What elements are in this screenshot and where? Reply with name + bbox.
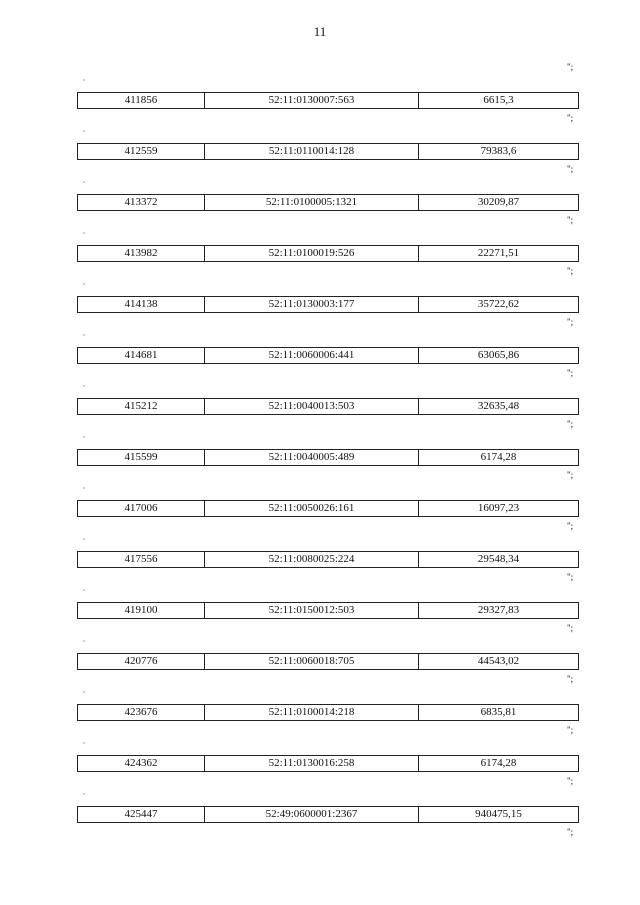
opening-quote-mark: " (83, 131, 86, 136)
cadastral-number-cell: 52:11:0050026:161 (205, 501, 419, 516)
cadastral-number-cell: 52:11:0080025:224 (205, 552, 419, 567)
record-box (77, 755, 579, 772)
table-row (0, 131, 640, 182)
record-box (77, 92, 579, 109)
value-cell: 29548,34 (477, 553, 520, 565)
opening-quote-mark: " (83, 80, 86, 85)
opening-quote-mark: " (83, 182, 86, 187)
cadastral-number-cell: 52:11:0060018:705 (205, 654, 419, 669)
cadastral-number-cell: 52:11:0130007:563 (205, 93, 419, 108)
cadastral-number-cell: 52:11:0100005:1321 (205, 195, 419, 210)
record-box (77, 806, 579, 823)
table-row (0, 692, 640, 743)
value-cell: 44543,02 (477, 655, 520, 667)
cadastral-number-cell: 52:11:0130003:177 (205, 297, 419, 312)
table-row (0, 437, 640, 488)
table-row (0, 641, 640, 692)
cadastral-number-cell: 52:11:0040013:503 (205, 399, 419, 414)
cadastral-number-cell: 52:11:0130016:258 (205, 756, 419, 771)
table-row (0, 284, 640, 335)
value-cell: 6174,28 (480, 451, 517, 463)
record-id-cell: 417556 (78, 552, 205, 567)
closing-quote-mark: "; (567, 62, 574, 72)
page-number: 11 (313, 24, 327, 39)
record-id-cell: 415599 (78, 450, 205, 465)
closing-quote-mark: "; (567, 623, 574, 633)
table-row (0, 386, 640, 437)
record-id-cell: 419100 (78, 603, 205, 618)
value-cell: 79383,6 (480, 145, 517, 157)
value-cell: 30209,87 (477, 196, 520, 208)
record-box (77, 194, 579, 211)
record-box (77, 347, 579, 364)
value-cell: 940475,15 (475, 808, 522, 820)
record-id-cell: 413372 (78, 195, 205, 210)
record-box (77, 500, 579, 517)
opening-quote-mark: " (83, 641, 86, 646)
value-cell: 32635,48 (477, 400, 520, 412)
table-row (0, 62, 640, 131)
table-row (0, 539, 640, 590)
record-box (77, 143, 579, 160)
closing-quote-mark: "; (567, 725, 574, 735)
record-box (77, 704, 579, 721)
record-id-cell: 425447 (78, 807, 205, 822)
record-box (77, 398, 579, 415)
value-cell: 16097,23 (477, 502, 520, 514)
cadastral-number-cell: 52:11:0040005:489 (205, 450, 419, 465)
value-cell: 6835,81 (480, 706, 517, 718)
record-id-cell: 417006 (78, 501, 205, 516)
opening-quote-mark: " (83, 794, 86, 799)
record-id-cell: 413982 (78, 246, 205, 261)
record-box (77, 449, 579, 466)
closing-quote-mark: "; (567, 521, 574, 531)
record-id-cell: 411856 (78, 93, 205, 108)
record-box (77, 245, 579, 262)
record-id-cell: 420776 (78, 654, 205, 669)
record-id-cell: 414138 (78, 297, 205, 312)
closing-quote-mark: "; (567, 266, 574, 276)
closing-quote-mark: "; (567, 776, 574, 786)
opening-quote-mark: " (83, 386, 86, 391)
value-cell: 6174,28 (480, 757, 517, 769)
table-row (0, 182, 640, 233)
closing-quote-mark: "; (567, 368, 574, 378)
record-id-cell: 414681 (78, 348, 205, 363)
closing-quote-mark: "; (567, 572, 574, 582)
table-row (0, 794, 640, 845)
cadastral-number-cell: 52:11:0110014:128 (205, 144, 419, 159)
closing-quote-mark: "; (567, 317, 574, 327)
table-row (0, 233, 640, 284)
closing-quote-mark: "; (567, 827, 574, 837)
record-id-cell: 424362 (78, 756, 205, 771)
opening-quote-mark: " (83, 590, 86, 595)
cadastral-number-cell: 52:11:0100014:218 (205, 705, 419, 720)
closing-quote-mark: "; (567, 215, 574, 225)
closing-quote-mark: "; (567, 113, 574, 123)
closing-quote-mark: "; (567, 470, 574, 480)
table-row (0, 743, 640, 794)
closing-quote-mark: "; (567, 674, 574, 684)
record-id-cell: 415212 (78, 399, 205, 414)
opening-quote-mark: " (83, 335, 86, 340)
cadastral-number-cell: 52:11:0060006:441 (205, 348, 419, 363)
record-id-cell: 423676 (78, 705, 205, 720)
table-row (0, 335, 640, 386)
opening-quote-mark: " (83, 692, 86, 697)
value-cell: 29327,83 (477, 604, 520, 616)
value-cell: 35722,62 (477, 298, 520, 310)
closing-quote-mark: "; (567, 164, 574, 174)
closing-quote-mark: "; (567, 419, 574, 429)
value-cell: 22271,51 (477, 247, 520, 259)
table-row (0, 488, 640, 539)
value-cell: 6615,3 (483, 94, 514, 106)
record-box (77, 602, 579, 619)
record-id-cell: 412559 (78, 144, 205, 159)
opening-quote-mark: " (83, 539, 86, 544)
record-box (77, 653, 579, 670)
value-cell: 63065,86 (477, 349, 520, 361)
record-box (77, 296, 579, 313)
table-row (0, 590, 640, 641)
opening-quote-mark: " (83, 284, 86, 289)
cadastral-number-cell: 52:11:0150012:503 (205, 603, 419, 618)
opening-quote-mark: " (83, 743, 86, 748)
cadastral-number-cell: 52:49:0600001:2367 (205, 807, 419, 822)
opening-quote-mark: " (83, 437, 86, 442)
record-box (77, 551, 579, 568)
cadastral-number-cell: 52:11:0100019:526 (205, 246, 419, 261)
opening-quote-mark: " (83, 488, 86, 493)
opening-quote-mark: " (83, 233, 86, 238)
